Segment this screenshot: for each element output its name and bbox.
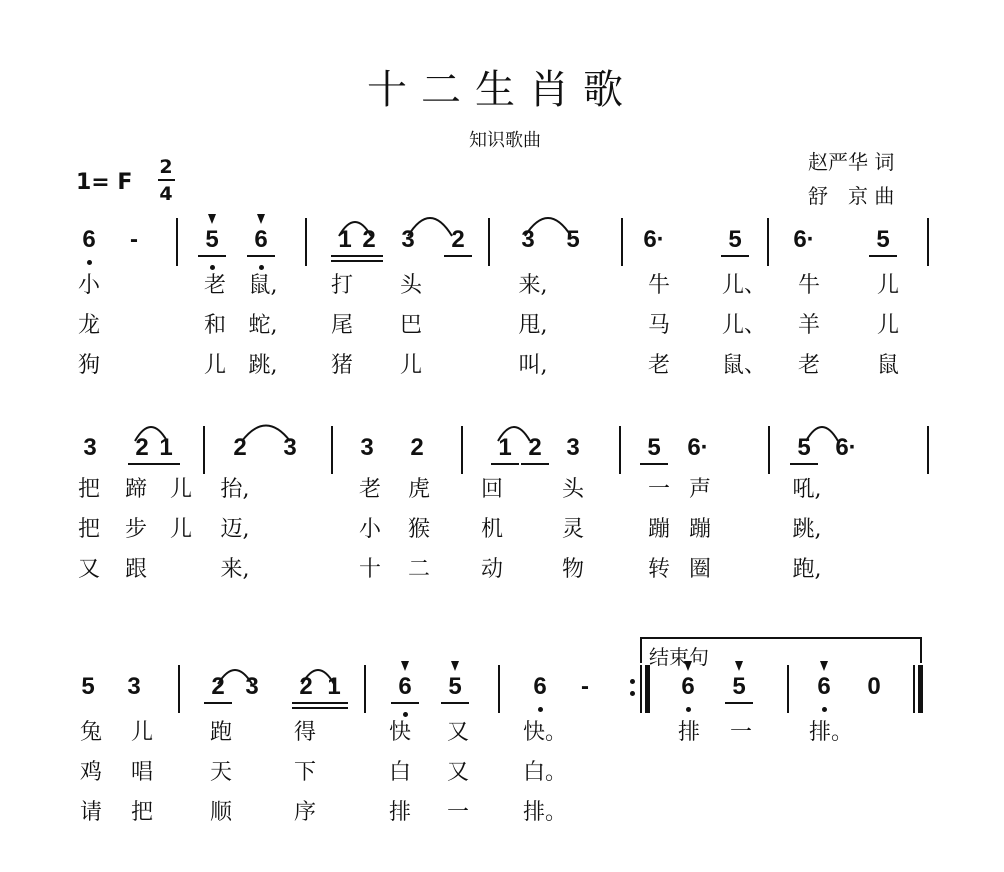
lyric-char: 蹦 — [688, 517, 711, 542]
jianpu-note: 6 — [82, 226, 96, 253]
lyric-char: 小 — [77, 273, 100, 298]
lyric-char: 唱 — [130, 760, 153, 785]
slur — [302, 670, 334, 684]
jianpu-note: 5 — [732, 673, 746, 700]
jianpu-note: 3 — [245, 673, 259, 700]
jianpu-note: 2 — [528, 434, 542, 461]
lyric-char: 天 — [209, 760, 232, 785]
jianpu-note: - — [581, 673, 589, 700]
lyric-char: 头 — [561, 477, 584, 502]
jianpu-note: 2 — [233, 434, 247, 461]
jianpu-note: 0 — [867, 673, 881, 700]
jianpu-note: 5 — [876, 226, 890, 253]
jianpu-note: 6 — [254, 226, 268, 253]
jianpu-note: 6· — [793, 226, 815, 253]
lyric-char: 羊 — [797, 313, 820, 338]
lyric-char: 又 — [77, 557, 100, 582]
lyric-char: 老 — [203, 273, 226, 298]
lyric-char: 鸡 — [79, 760, 102, 785]
lyric-char: 请 — [79, 800, 102, 825]
lyric-char: 儿 — [130, 720, 153, 745]
lyric-char: 马 — [647, 313, 670, 338]
lyric-char: 把 — [130, 800, 153, 825]
jianpu-note: 5 — [81, 673, 95, 700]
jianpu-note: 5 — [205, 226, 219, 253]
lyric-char: 儿、 — [722, 313, 767, 338]
lyric-char: 蹄 — [124, 477, 147, 502]
lyric-char: 鼠 — [876, 353, 899, 378]
jianpu-note: 6 — [398, 673, 412, 700]
lyric-char: 蛇, — [248, 313, 278, 338]
jianpu-note: 1 — [159, 434, 173, 461]
lyric-char: 灵 — [561, 517, 584, 542]
lyric-char: 兔 — [79, 720, 102, 745]
lyric-char: 打 — [330, 273, 353, 298]
lyric-char: 圈 — [688, 557, 711, 582]
slur — [218, 670, 252, 684]
jianpu-note: 1 — [498, 434, 512, 461]
lyric-char: 抬, — [220, 477, 250, 502]
lyric-char: 又 — [446, 760, 469, 785]
lyric-char: 白 — [388, 760, 411, 785]
slur — [806, 427, 838, 441]
lyric-char: 跟 — [124, 557, 147, 582]
song-subtitle: 知识歌曲 — [469, 130, 541, 151]
lyric-char: 十 — [358, 557, 381, 582]
lyric-char: 牛 — [797, 273, 820, 298]
lyricist-credit: 赵严华 词 — [808, 150, 895, 174]
jianpu-note: 1 — [327, 673, 341, 700]
lyric-char: 儿、 — [722, 273, 767, 298]
time-signature-top: 2 — [159, 156, 173, 178]
lyric-char: 儿 — [169, 517, 192, 542]
jianpu-note: 2 — [135, 434, 149, 461]
jianpu-note: 2 — [362, 226, 376, 253]
time-signature-bottom: 4 — [159, 183, 173, 205]
jianpu-note: 6· — [687, 434, 709, 461]
lyric-char: 儿 — [399, 353, 422, 378]
lyric-char: 迈, — [220, 517, 250, 542]
lyric-char: 序 — [293, 800, 316, 825]
lyric-char: 儿 — [203, 353, 226, 378]
jianpu-note: 3 — [127, 673, 141, 700]
jianpu-note: 3 — [83, 434, 97, 461]
jianpu-note: 6 — [533, 673, 547, 700]
slur — [408, 218, 452, 236]
lyric-char: 跑 — [209, 720, 232, 745]
lyric-char: 儿 — [876, 313, 899, 338]
lyric-char: 尾 — [330, 313, 353, 338]
lyric-char: 鼠, — [248, 273, 278, 298]
jianpu-note: 2 — [410, 434, 424, 461]
lyric-char: 声 — [688, 477, 711, 502]
lyric-char: 下 — [293, 760, 316, 785]
jianpu-note: 3 — [360, 434, 374, 461]
key-signature: 1= F — [76, 170, 133, 195]
lyric-char: 快。 — [523, 720, 568, 745]
lyric-char: 牛 — [647, 273, 670, 298]
lyric-char: 又 — [446, 720, 469, 745]
jianpu-note: 6 — [817, 673, 831, 700]
jianpu-note: 3 — [566, 434, 580, 461]
lyric-char: 排。 — [809, 720, 854, 745]
lyric-char: 一 — [647, 477, 670, 502]
lyric-char: 儿 — [169, 477, 192, 502]
lyric-char: 头 — [399, 273, 422, 298]
lyric-char: 排。 — [523, 800, 568, 825]
jianpu-note: 2 — [299, 673, 313, 700]
song-title: 十二生肖歌 — [367, 67, 637, 113]
jianpu-note: 6· — [643, 226, 665, 253]
lyric-char: 顺 — [209, 800, 232, 825]
lyric-char: 狗 — [77, 353, 100, 378]
jianpu-note: 1 — [338, 226, 352, 253]
jianpu-note: 2 — [211, 673, 225, 700]
lyric-char: 老 — [797, 353, 820, 378]
lyric-char: 鼠、 — [722, 353, 767, 378]
jianpu-note: 5 — [647, 434, 661, 461]
lyric-char: 把 — [77, 517, 100, 542]
lyric-char: 步 — [124, 517, 147, 542]
lyric-char: 猪 — [330, 353, 353, 378]
lyric-char: 二 — [407, 557, 430, 582]
lyric-char: 虎 — [407, 477, 430, 502]
lyric-char: 快 — [388, 720, 411, 745]
jianpu-note: 2 — [451, 226, 465, 253]
lyric-char: 一 — [446, 800, 469, 825]
lyric-char: 跳, — [248, 353, 278, 378]
lyric-char: 把 — [77, 477, 100, 502]
lyric-char: 和 — [203, 313, 226, 338]
jianpu-note: - — [130, 226, 138, 253]
jianpu-note: 5 — [566, 226, 580, 253]
lyric-char: 叫, — [518, 353, 548, 378]
jianpu-note: 5 — [797, 434, 811, 461]
lyric-char: 吼, — [792, 477, 822, 502]
jianpu-note: 6 — [681, 673, 695, 700]
lyric-char: 得 — [293, 720, 316, 745]
jianpu-note: 3 — [401, 226, 415, 253]
lyric-char: 老 — [358, 477, 381, 502]
lyric-char: 排 — [677, 720, 700, 745]
lyric-char: 小 — [358, 517, 381, 542]
lyric-char: 一 — [729, 720, 752, 745]
lyric-char: 蹦 — [647, 517, 670, 542]
lyric-char: 来, — [220, 557, 250, 582]
lyric-char: 回 — [480, 477, 503, 502]
slur — [498, 427, 530, 441]
jianpu-note: 5 — [728, 226, 742, 253]
lyric-char: 跳, — [792, 517, 822, 542]
jianpu-note: 6· — [835, 434, 857, 461]
slur — [242, 426, 290, 442]
lyric-char: 猴 — [407, 517, 430, 542]
ending-label: 结束句 — [649, 647, 709, 669]
slur — [525, 218, 571, 236]
lyric-char: 来, — [518, 273, 548, 298]
lyric-char: 老 — [647, 353, 670, 378]
lyric-char: 跑, — [792, 557, 822, 582]
lyric-char: 物 — [561, 557, 584, 582]
lyric-char: 儿 — [876, 273, 899, 298]
jianpu-note: 5 — [448, 673, 462, 700]
lyric-char: 甩, — [518, 313, 548, 338]
lyric-char: 龙 — [77, 313, 100, 338]
lyric-char: 动 — [480, 557, 503, 582]
slur — [135, 427, 167, 441]
lyric-char: 排 — [388, 800, 411, 825]
lyric-char: 机 — [480, 517, 503, 542]
jianpu-note: 3 — [521, 226, 535, 253]
lyric-char: 白。 — [523, 760, 568, 785]
composer-credit: 舒 京 曲 — [808, 184, 895, 208]
lyric-char: 转 — [647, 557, 670, 582]
jianpu-note: 3 — [283, 434, 297, 461]
lyric-char: 巴 — [399, 313, 422, 338]
slur — [339, 222, 371, 236]
